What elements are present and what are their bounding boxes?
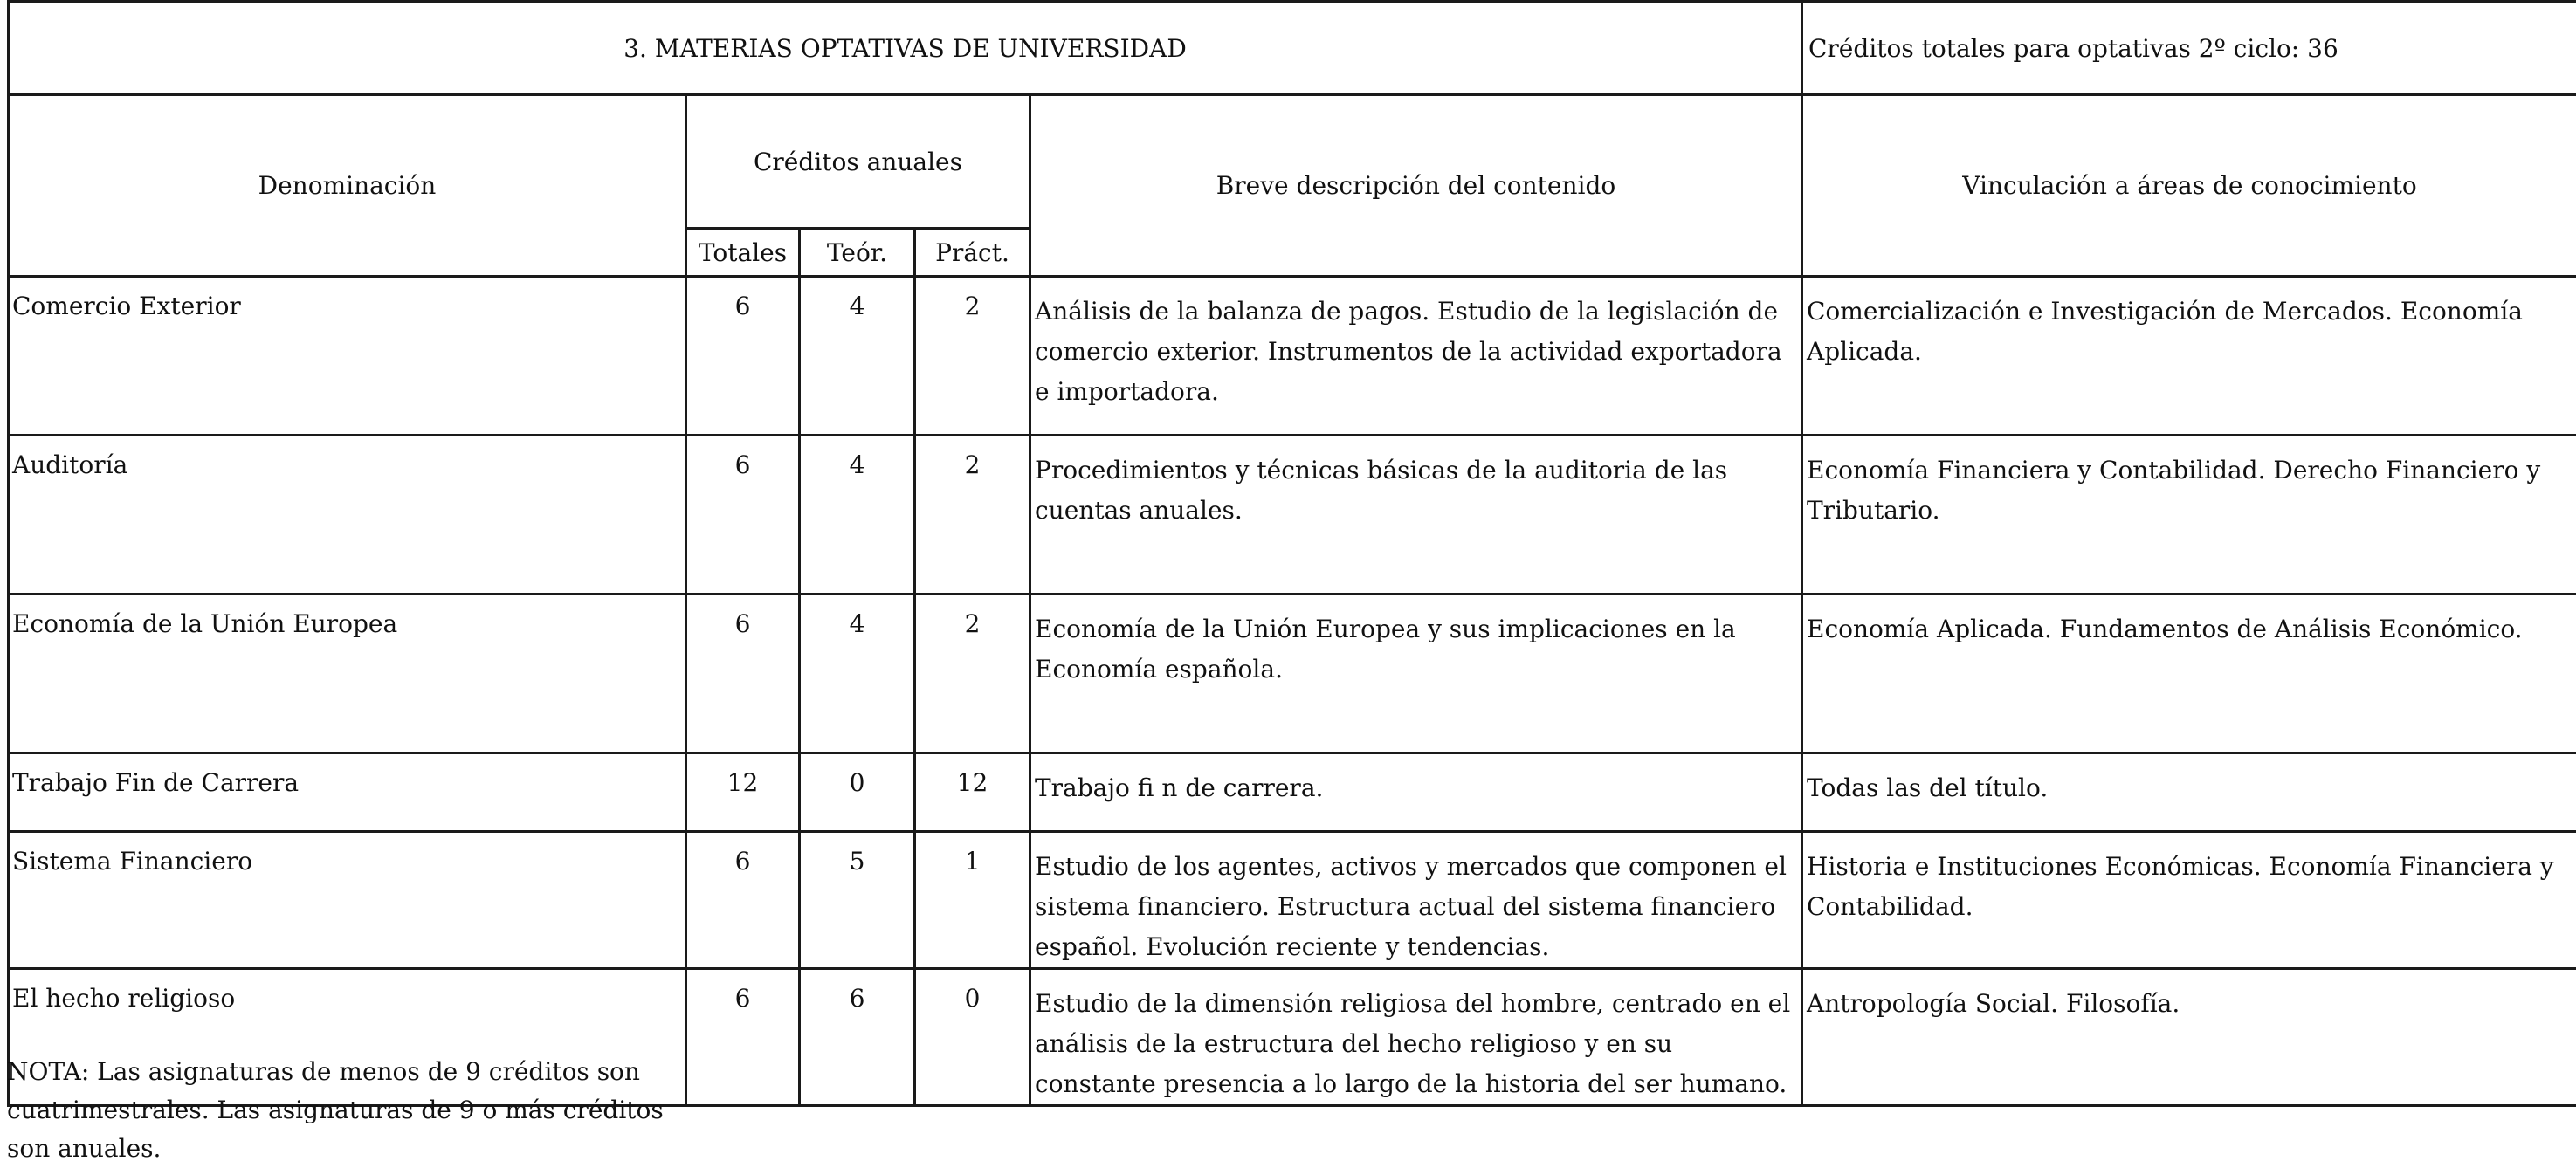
header-row	[9, 95, 2576, 229]
credits-pract: 2	[915, 594, 1030, 753]
credits-pract: 2	[915, 277, 1030, 436]
credits-totales: 6	[686, 436, 800, 594]
column-header-areas: Vinculación a áreas de conocimiento	[1802, 95, 2576, 277]
subject-description: Análisis de la balanza de pagos. Estudio de la legislación de comercio exterior. Instrumentos de la actividad exportadora e importadora.	[1030, 277, 1802, 436]
subject-description: Estudio de la dimensión religiosa del hombre, centrado en el análisis de la estructura del hecho religioso y en su constante presencia a lo largo de la historia del ser humano.	[1030, 969, 1802, 1106]
column-header-totales: Totales	[686, 229, 800, 277]
title-row	[9, 2, 2576, 95]
table-row	[9, 753, 2576, 832]
subject-name: Comercio Exterior	[9, 277, 686, 436]
table-row	[9, 832, 2576, 969]
subject-areas: Historia e Instituciones Económicas. Economía Financiera y Contabilidad.	[1802, 832, 2576, 969]
optional-subjects-table	[7, 0, 2576, 1107]
footnote: NOTA: Las asignaturas de menos de 9 créditos son cuatrimestrales. Las asignaturas de 9 o más créditos son anuales.	[7, 1057, 664, 1163]
column-header-credits: Créditos anuales	[686, 95, 1030, 229]
subject-name: El hecho religioso	[9, 969, 686, 1106]
subject-name: Economía de la Unión Europea	[9, 594, 686, 753]
subject-areas: Economía Aplicada. Fundamentos de Análisis Económico.	[1802, 594, 2576, 753]
credits-totales: 6	[686, 832, 800, 969]
credits-teor: 0	[800, 753, 915, 832]
subject-areas: Economía Financiera y Contabilidad. Derecho Financiero y Tributario.	[1802, 436, 2576, 594]
column-header-teor: Teór.	[800, 229, 915, 277]
column-header-name: Denominación	[9, 95, 686, 277]
subject-areas: Antropología Social. Filosofía.	[1802, 969, 2576, 1106]
credits-totales: 12	[686, 753, 800, 832]
subject-name: Auditoría	[9, 436, 686, 594]
subject-name: Trabajo Fin de Carrera	[9, 753, 686, 832]
credits-teor: 5	[800, 832, 915, 969]
table-row	[9, 436, 2576, 594]
credits-pract: 12	[915, 753, 1030, 832]
table-title-cell	[9, 2, 1802, 95]
credits-teor: 6	[800, 969, 915, 1106]
credits-total: Créditos totales para optativas 2º ciclo: 36	[1808, 33, 2338, 63]
column-header-pract: Práct.	[915, 229, 1030, 277]
subject-areas: Comercialización e Investigación de Mercados. Economía Aplicada.	[1802, 277, 2576, 436]
credits-totales: 6	[686, 277, 800, 436]
credits-totales: 6	[686, 594, 800, 753]
subject-description: Estudio de los agentes, activos y mercados que componen el sistema financiero. Estructura actual del sistema financiero español. Evolución reciente y tendencias.	[1030, 832, 1802, 969]
credits-total-cell	[1802, 2, 2576, 95]
credits-pract: 0	[915, 969, 1030, 1106]
table-row	[9, 277, 2576, 436]
subject-name: Sistema Financiero	[9, 832, 686, 969]
credits-totales: 6	[686, 969, 800, 1106]
subject-description: Procedimientos y técnicas básicas de la auditoria de las cuentas anuales.	[1030, 436, 1802, 594]
credits-pract: 2	[915, 436, 1030, 594]
subject-areas: Todas las del título.	[1802, 753, 2576, 832]
credits-teor: 4	[800, 436, 915, 594]
credits-teor: 4	[800, 594, 915, 753]
subject-description: Economía de la Unión Europea y sus implicaciones en la Economía española.	[1030, 594, 1802, 753]
credits-teor: 4	[800, 277, 915, 436]
table-title: 3. MATERIAS OPTATIVAS DE UNIVERSIDAD	[623, 33, 1187, 63]
table-row	[9, 594, 2576, 753]
credits-pract: 1	[915, 832, 1030, 969]
column-header-description: Breve descripción del contenido	[1030, 95, 1802, 277]
subject-description: Trabajo fi n de carrera.	[1030, 753, 1802, 832]
